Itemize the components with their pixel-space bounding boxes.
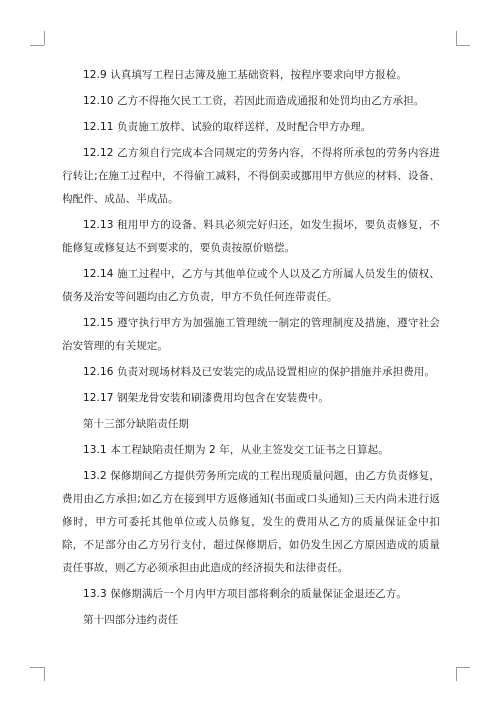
crop-mark-bottom-left-v <box>44 667 45 681</box>
paragraph-12-10: 12.10 乙方不得拖欠民工工资，若因此而造成通报和处罚均由乙方承担。 <box>83 95 425 107</box>
crop-mark-top-right-h <box>456 45 470 46</box>
crop-mark-bottom-right-v <box>456 667 457 681</box>
crop-mark-top-left-h <box>30 45 44 46</box>
paragraph-12-16: 12.16 负责对现场材料及已安装完的成品设置相应的保护措施并承担费用。 <box>83 366 435 378</box>
paragraph-12-12: 12.12 乙方须自行完成本合同规定的劳务内容，不得将所承包的劳务内容进行转让;在施工过程中，不得偷工减料，不得倒卖或挪用甲方供应的材料、设备、构配件、成品、半成品。 <box>62 147 440 205</box>
crop-mark-bottom-left-h <box>30 667 44 668</box>
crop-mark-bottom-right-h <box>456 667 470 668</box>
paragraph-13-3: 13.3 保修期满后一个月内甲方项目部将剩余的质量保证金退还乙方。 <box>83 588 408 600</box>
crop-mark-top-right-v <box>456 31 457 45</box>
document-body <box>62 64 440 635</box>
paragraph-12-11: 12.11 负责施工放样、试验的取样送样，及时配合甲方办理。 <box>83 121 372 133</box>
section-heading-13: 第十三部分缺陷责任期 <box>83 418 189 430</box>
paragraph-13-2: 13.2 保修期间乙方提供劳务所完成的工程出现质量问题，由乙方负责修复，费用由乙方承担;如乙方在接到甲方返修通知(书面或口头通知)三天内尚未进行返修时，甲方可委托其他单位或人员修复，发生的费用从乙方的质量保证金中扣除，不足部分由乙方另行支付，超过保修期后，如仍发生因乙方原因造成的质量责任事故，则乙方必须承担由此造成的经济损失和法律责任。 <box>62 470 440 574</box>
paragraph-13-1: 13.1 本工程缺陷责任期为 2 年，从业主签发交工证书之日算起。 <box>83 444 389 456</box>
crop-mark-top-left-v <box>44 31 45 45</box>
paragraph-12-15: 12.15 遵守执行甲方为加强施工管理统一制定的管理制度及措施，遵守社会治安管理的有关规定。 <box>62 317 440 352</box>
paragraph-12-13: 12.13 租用甲方的设备、料具必须完好归还，如发生损坏，要负责修复，不能修复或修复达不到要求的，要负责按原价赔偿。 <box>62 219 440 254</box>
section-heading-14: 第十四部分违约责任 <box>83 614 179 626</box>
paragraph-12-17: 12.17 钢架龙骨安装和刷漆费用均包含在安装费中。 <box>83 392 329 404</box>
paragraph-12-9: 12.9 认真填写工程日志簿及施工基础资料，按程序要求向甲方报检。 <box>83 69 408 81</box>
paragraph-12-14: 12.14 施工过程中，乙方与其他单位或个人以及乙方所属人员发生的债权、债务及治安等问题均由乙方负责，甲方不负任何连带责任。 <box>62 268 440 303</box>
